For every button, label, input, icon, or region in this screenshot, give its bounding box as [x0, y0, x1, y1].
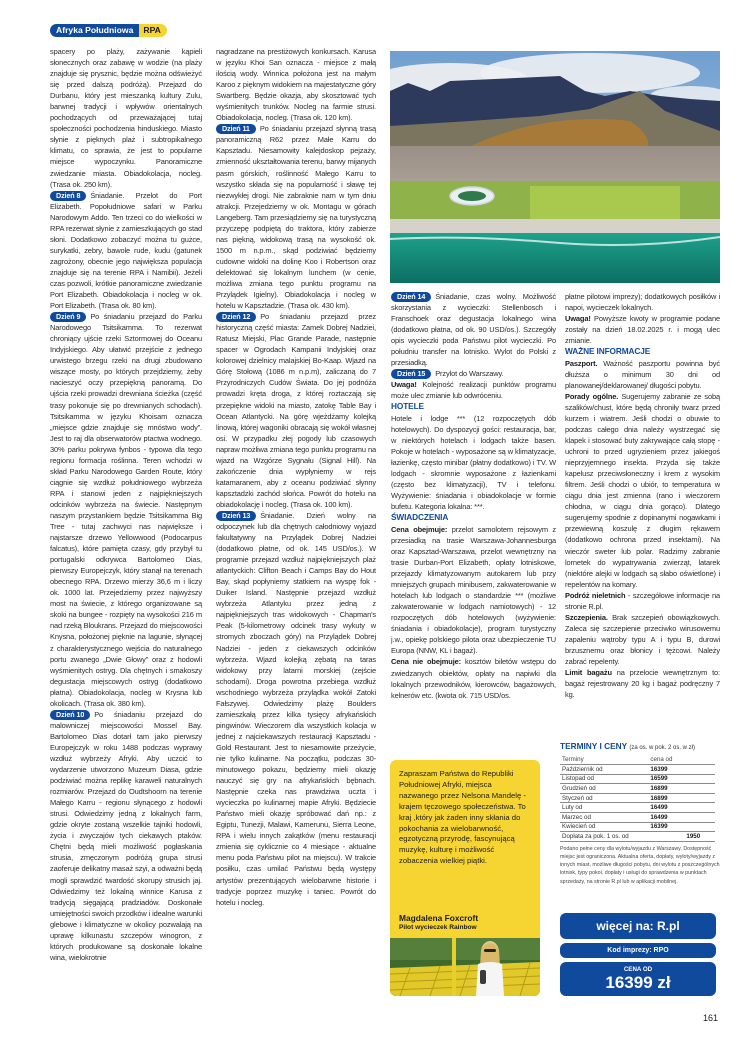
day-text: Po śniadaniu przejazd słynną trasą panoramiczną R62 przez Małe Karru do Kapsztadu. Niesamowity kalejdoskop pejzaży, zmienność ukształtowania terenu, barwy mijanych pasm górskich, roślinność Małego Karru to wszystko składa się na popularność i sławę tej niezwykłej drogi. Nie zabraknie nam w tym dniu atrakcji. Przejedziemy w ok. Montagu w górach Langeberg. Tam przesiądziemy się na turystyczną przyczepę podpiętą do traktora, który zabierze nas piękną, widokową trasą na wysokość ok. 1500 m n.p.m., skąd podziwiać będziemy cudowne widoki na dolinę Koo i Robertson oraz delektować się lokalnym lunchem (w cenie, możliwa zmiana tego punktu programu na Przylądek Igielny). Obiadokolacja i nocleg w hotelu w Kapsztadzie. (Trasa ok. 430 km). — [216, 124, 376, 311]
info-label: Podróż nieletnich — [565, 590, 626, 600]
destination-tag — [50, 24, 167, 37]
itinerary-column-1 — [50, 46, 202, 963]
day-badge: Dzień 11 — [216, 124, 256, 134]
info-minors — [565, 590, 720, 612]
day-badge: Dzień 12 — [216, 312, 256, 322]
single-supplement-value: 1950 — [648, 832, 715, 842]
day-13 — [216, 510, 376, 908]
quote-text: Zapraszam Państwa do Republiki Południowej Afryki, miejsca nazwanego przez Nelsona Mandelę - krajem tęczowego społeczeństwa. To kraj ,który jak żaden inny skłania do pokochania za wielobarwność, egzotyczną przyrodę, fascynującą muzykę, kulturę i możliwość zobaczenia wielkiej piątki. — [399, 769, 526, 866]
term-cell: Luty od — [560, 803, 648, 813]
hotels-heading: HOTELE — [391, 401, 424, 412]
prices-title-text: TERMINY I CENY — [560, 741, 628, 751]
more-info-link[interactable]: więcej na: R.pl — [560, 913, 716, 939]
single-supplement-row — [560, 832, 715, 842]
warning-text: Kolejność realizacji punktów programu może ulec zmianie lub odwróceniu. — [391, 380, 556, 401]
day-badge: Dzień 13 — [216, 511, 256, 521]
price-includes — [391, 524, 556, 657]
price-excludes — [391, 656, 556, 700]
table-row — [560, 803, 715, 813]
hotels-text: Hotele i lodge *** (12 rozpoczętych dób hotelowych). Do dyspozycji gości: restauracja, bar, w niektórych hotelach i lodgach także basen. Pokoje w hotelach - wyposażone są w klimatyzacje, łazienkę, często minibar (płatny dodatkowo) i TV. W lodgach - skromnie wyposażone z łazienkami (często bez klimatyzacji), TV i telefonu. Wyżywienie: śniadania i obiadokolacje w formie bufetu. Kategoria lokalna: ***. — [391, 413, 556, 512]
day-badge: Dzień 8 — [50, 191, 86, 201]
day-badge: Dzień 9 — [50, 312, 86, 322]
country-code: RPA — [139, 24, 167, 37]
excludes-text: kosztów biletów wstępu do zwiedzanych obiektów, opłaty na napiwki dla lokalnych przewodników, kierowców, bagażowych, kelnerów etc. (kwota ok. 715 USD/os. — [391, 657, 557, 700]
includes-text: przelot samolotem rejsowym z przesiadką na trasie Warszawa-Johannesburga oraz Kapsztad-Warszawa, przelot wewnętrzny na trasie Durban-Port Elizabeth, opłaty lotniskowe, przejazdy klimatyzowanym autokarem lub przy mniejszych grupach minibusem, zakwaterowanie w hotelach lub lodgach o standardzie *** (możliwe zakwaterowanie w lodgach namiotowych) - 12 rozpoczętych dób hotelowych (wyżywienie: śniadania i obiadokolacje), program turystyczny j.w., opiekę polskiego pilota oraz ubezpieczenie TU Europa (NNW, KL i bagaż). — [391, 524, 556, 656]
price-cell: 16899 — [648, 784, 715, 794]
excludes-label: Cena nie obejmuje: — [391, 657, 462, 667]
table-row — [560, 765, 715, 775]
term-cell: Październik od — [560, 765, 648, 775]
guide-quote-box — [390, 760, 540, 996]
itinerary-column-2 — [216, 46, 376, 908]
dates-and-prices — [560, 741, 726, 886]
info-text: Sugerujemy zabranie ze sobą szalików/chust, które będą chroniły twarz przed kurzem i wiatrem. Jeśli chodzi o obuwie to podczas całego dnia należy wystrzegać się klapek i stosować buty zakrywające całą stopę - uchroni to przed ugryzieniem przez jakiegoś nieprzyjemnego insekta. Przyda się także kapelusz przeciwsłoneczny i krem z wysokim filtrem. Jeśli chodzi o ubiór, to temperatura w ciągu dnia jest zmienna (rano i wieczorem chłodna, w ciągu dnia gorąco). Dlatego sugerujemy spodnie z dopinanymi nogawkami i przewiewną koszulę z długim rękawem (dodatkowo ochrona przed insektami). Na wieczór sweter lub polar. Radzimy zabranie lornetek do wypatrywania zwierząt, latarek (niektóre alejki w lodgach są słabo oświetlone) i repelentów na komary. — [565, 391, 720, 589]
day-badge: Dzień 10 — [50, 710, 90, 720]
price-cell: 16499 — [648, 803, 715, 813]
info-text: - szczegółowe informacje na stronie R.pl. — [565, 590, 720, 611]
price-from-value: 16399 zł — [605, 973, 671, 992]
price-cell: 16399 — [648, 822, 715, 832]
info-heading: WAŻNE INFORMACJE — [565, 346, 651, 357]
day-text: Przylot do Warszawy. — [435, 369, 504, 379]
day-text: Po śniadaniu przejazd do Parku Narodowego Tsitsikamma. To rezerwat chroniący ujście rzeki Sztormowej do Oceanu Indyjskiego. Aby ułatwić przejście z jednego urwistego brzegu rzeki na drugi zbudowano wiszące mosty, po których przejdziemy, żeby nacieszyć oczy przepiękną panoramą. Do ujścia rzeki prowadzi drewniana ścieżka (część trasy pokonuje się po drewnianych schodach). Tsitsikamma w języku Khoisam oznacza „miejsce gdzie znajduje się mnóstwo wody”. Jest to raj dla obserwatorów ptactwa wodnego. 30% parku pokrywa fynbos - typowa dla tego regionu formacja roślinna. Teren wchodzi w skład Parku Narodowego Garden Route, który ciągnie się wzdłuż południowego wybrzeża RPA i stanowi jeden z najpiękniejszych odcinków wybrzeża na świecie. Następnym naszym przystankiem będzie Tsitsikamma Big Tree - tutaj zachwyci nas największe i najstarsze drzewo Yellowwood (Podocarpus falcatus), które pamięta czasy, gdy przybył tu portugalski odkrywca Bartolomeo Dias, pierwszy Europejczyk, który stanął na terenach obecnego RPA. Drzewo mierzy 36,6 m i liczy ok. 1000 lat. Przejedziemy przez najwyższy most na świecie, z którego organizowane są skoki na bungee - rozpięty na wysokości 216 m nad rzeką Bloukrans. Przejazd do miejscowości Knysna, położonej pięknie na lagunie, słynącej z charakterystycznego wejścia do naturalnego portu zwanego „Dwie Głowy” oraz z hodowli wyśmienitych ostryg. Dla chętnych i smakoszy degustacja miejscowych ostryg (dodatkowo płatna). Obiadokolacja, nocleg w Krysna lub okolicach. (Trasa ok. 380 km). — [50, 312, 202, 708]
day-8 — [50, 190, 202, 312]
price-excludes-continued: płatne pilotowi imprezy); dodatkowych posiłków i napoi, wycieczek lokalnych. — [565, 292, 720, 313]
day-badge: Dzień 14 — [391, 292, 431, 302]
info-vaccinations — [565, 612, 720, 667]
price-cell: 16399 — [648, 765, 715, 775]
note-label: Uwaga! — [565, 314, 591, 324]
info-column-4 — [565, 291, 720, 700]
term-cell: Listopad od — [560, 774, 648, 784]
day-10 — [50, 709, 202, 963]
price-from-label: CENA OD — [623, 966, 653, 973]
term-cell: Kwiecień od — [560, 822, 648, 832]
day-text: Po śniadaniu przejazd do malowniczej miejscowości Mossel Bay. Bartolomeo Dias dotarł tam jako pierwszy Europejczyk w roku 1488 podczas wyprawy wzdłuż wybrzeży Afryki. Aby uczcić to wydarzenie utworzono Muzeum Diasa, gdzie podziwiać można replikę karaweli naturalnych rozmiarów. Przejazd do Oudtshoorn na terenie Małego Karru - regionu słynącego z hodowli strusi. Odwiedzimy jedną z lokalnych farm, gdzie okryte zostaną wszelkie tajniki hodowli, życia i zwyczajów tych ciekawych ptaków. Chętni będą mieli możliwość pogłaskania strusia, zmęczonym podróżą grupa strusi zaoferuje delikatny masaż szyi, a odważni będą mogli sprawdzić twardość skorupy strusich jaj. Odwiedzimy też lokalną winnice Karusa z tradycją sięgającą pradziadów. Doskonałe umiejętności swoich przodków i idealne warunki glebowe i klimatyczne w okolicy pozwalają na uprawę kilkunastu szczepów winogron, z których produkowane są doskonałe lokalne wina, wielokrotnie — [50, 709, 202, 962]
day-15 — [391, 368, 556, 379]
quote-author-role: Pilot wycieczek Rainbow — [399, 924, 477, 931]
program-warning — [391, 379, 556, 401]
info-label: Limit bagażu — [565, 668, 612, 678]
info-text: na przelocie wewnętrznym to: bagaż rejestrowany 20 kg i bagaż podręczny 7 kg. — [565, 668, 720, 700]
info-label: Paszport. — [565, 358, 598, 368]
day-text: Śniadanie. Przelot do Port Elizabeth. Popołudniowe safari w Parku Narodowym Addo. Ten trzeci co do wielkości w RPA rezerwat słynie z zamieszkujących go stad słoni. Dodatkowo zobaczyć można tu gużce, surykatki, zebry, bawole rude, kudu (gatunek zagrożony, obecnie jego największa populacja znajduje się na terenie RPA i Namibii). Jeżeli czas pozwoli, krótkie panoramiczne zwiedzanie Port Elizabeth. Obiadokolacja i nocleg w ok. Port Elizabeth. (Trasa ok. 80 km). — [50, 190, 202, 311]
page-number: 161 — [703, 1013, 719, 1023]
price-cell: 16499 — [648, 813, 715, 823]
term-cell: Grudzień od — [560, 784, 648, 794]
country-label: Afryka Południowa — [50, 24, 139, 37]
info-label: Porady ogólne. — [565, 391, 619, 401]
prices-note: Podano pełne ceny dla wylotu/wyjazdu z Warszawy. Dostępność miejsc jest ograniczona. Aktualna oferta, dopłaty, wyloty/wyjazdy z innych miast, możliwe długości pobytu, dni wylotu z poszczególnych lotnisk, typy pokoi, dopłaty i usługi do sprawdzenia w punktach sprzedaży, na stronie R.pl lub w aplikacji mobilnej. — [560, 845, 720, 885]
day-text: Po śniadaniu przejazd przez historyczną część miasta: Zamek Dobrej Nadziei, Ratusz Miejski, Plac Grande Parade, następnie spacer w Ogrodach Kampanii Indyjskiej oraz kolorowej dzielnicy malajskiej Bo-Kaap. Wjazd na Górę Stołową (1086 m n.p.m), zaliczaną do 7 Przyrodniczych Cudów Świata. Do jej podnóża prowadzi kręta droga, z której roztaczają się przepiękne widoki na miasto, zatokę Table Bay i Ocean Atlantycki. Na górę wjeżdżamy kolejką linową, której wagoniki obracają się wokół własnej osi. W przypadku złej pogody lub czasowych napraw możliwa zmiana tego punktu programu na wjazd na Wzgórze Sygnału (Signal Hill). Na zakończenie dnia wypłyniemy w rejs katamaranem, aby z oceanu podziwiać słynny kapsztadzki zachód słońca. Powrót do hotelu na obiadokolację i nocleg. (Trasa ok. 100 km). — [216, 312, 376, 509]
col-term-header: Terminy — [560, 755, 648, 765]
day-text: Śniadanie, czas wolny. Możliwość skorzystania z wycieczki: Stellenbosch i Franschoek oraz degustacja lokalnego wina (dodatkowo płatna, od ok. 90 USD/os.). Szczegóły opis wycieczki poda Państwu pilot wycieczki. Po południu transfer na lotnisko. Wylot do Polski z przesiadką. — [391, 292, 556, 368]
info-baggage — [565, 667, 720, 700]
warning-label: Uwaga! — [391, 380, 417, 390]
price-cell: 16599 — [648, 774, 715, 784]
day-11 — [216, 123, 376, 311]
prices-header-row — [560, 755, 715, 765]
table-row — [560, 822, 715, 832]
info-text: Ważność paszportu powinna być dłuższa o minimum 30 dni od planowanej/deklarowanej/ długości pobytu. — [565, 358, 720, 390]
day-badge: Dzień 15 — [391, 369, 431, 379]
col-price-header: cena od — [648, 755, 715, 765]
day-text: Śniadanie. Dzień wolny na odpoczynek lub dla chętnych całodniowy wyjazd fakultatywny na Przylądek Dobrej Nadziei (dodatkowo płatne, od ok. 145 USD/os.). W programie przejazd wzdłuż najpiękniejszych plaż atlantyckich: Clifton Beach i Camps Bay do Hout Bay, skąd popłyniemy statkiem na wyspę fok - Duiker Island. Następnie przejazd wzdłuż wybrzeża Atlantyku przez jedną z najpiękniejszych tras widokowych - Chapman's Peak (5-kilometrowy odcinek trasy wykuty w stromych zboczach góry) na Przylądek Dobrej Nadziei - jeden z ciekawszych odcinków wybrzeża. Wjazd kolejką zębatą na taras widokowy przy latarni morskiej (zejście schodami). Droga powrotna przebiega wzdłuż wschodniego wybrzeża przylądka wokół Zatoki Fałszywej. Odwiedzimy plażę Boulders zamieszkałą przez kilka tysięcy afrykańskich pingwinów. Wieczorem dla wszystkich kolacja w jednej z najciekawszych restauracji Kapsztadu - Gold Restaurant. Jest to niesamowite przeżycie, nie tylko kulinarne. Na początku, podczas 30-minutowego pokazu, będziemy mieli okazję nauczyć się gry na afrykańskich bębnach. Następnie czeka nas prawdziwa uczta i wycieczka po kulinarnej mapie Afryki. Będziecie Państwo mieli okazję spróbować dań np.: z Egiptu, Tunezji, Malawi, Kamerunu, Sierra Leone, RPA i wielu innych zakątków (menu restauracji zmienia się cyklicznie co 4 miesiące - aktualne menu poda Państwu pilot na miejscu). W trakcie posiłku, czas umilać Państwu będą występy artystów prezentujących wielobarwne historie i tradycje poprzez muzykę i taniec. Powrót do hotelu i nocleg. — [216, 510, 376, 907]
table-row — [560, 793, 715, 803]
price-from-badge — [560, 962, 716, 996]
services-heading: ŚWIADCZENIA — [391, 512, 449, 523]
tour-code-badge: Kod imprezy: RPO — [560, 943, 716, 958]
prices-table — [560, 755, 715, 842]
day-9 — [50, 311, 202, 709]
guide-photo — [390, 938, 540, 996]
prices-title — [560, 741, 726, 754]
price-cell: 16899 — [648, 793, 715, 803]
quote-author: Magdalena Foxcroft — [399, 913, 479, 923]
services-note — [565, 313, 720, 346]
table-row — [560, 774, 715, 784]
info-general-advice — [565, 391, 720, 590]
term-cell: Styczeń od — [560, 793, 648, 803]
prices-subtitle: (za os. w pok. 2 os. w zł) — [629, 745, 696, 751]
includes-label: Cena obejmuje: — [391, 524, 448, 534]
note-text: Powyższe kwoty w programie podane zostały na dzień 18.02.2025 r. i mogą ulec zmianie. — [565, 314, 720, 346]
cape-town-aerial-photo — [390, 51, 720, 283]
day-12 — [216, 311, 376, 510]
table-row — [560, 784, 715, 794]
info-text: Brak szczepień obowiązkowych. Zaleca się szczepienie przeciwko wirusowemu zapaleniu wątroby typu A i typu B, durowi brzusznemu oraz błonicy i tężcowi. Należy zabrać repelenty. — [565, 612, 720, 666]
info-column-3 — [391, 291, 556, 701]
single-supplement-label: Dopłata za pok. 1 os. od — [560, 832, 648, 842]
day-14 — [391, 291, 556, 368]
day-10-continued: nagradzane na prestiżowych konkursach. Karusa w języku Khoi San oznacza - miejsce z małą ilością wody. Winnica położona jest na małym Karoo z pięknym widokiem na majestatyczne góry Swartberg. Będzie okazja, aby skosztować tych wyśmienitych trunków. Nocleg na farmie strusi. Obiadokolacja, nocleg. (Trasa ok. 120 km). — [216, 47, 376, 123]
info-passport — [565, 358, 720, 391]
info-label: Szczepienia. — [565, 612, 608, 622]
table-row — [560, 813, 715, 823]
intro-paragraph: spacery po plaży, zażywanie kąpieli słonecznych oraz zabawę w wodzie (na plaży znajduje się prysznic, będzie można odświeżyć się przed dalszą podróżą). Przejazd do Durbanu, który jest mieszanką kultury Zulu, barwnej tradycji i wpływów orientalnych pochodzących od przeważającej tutaj społeczności pochodzenia hinduskiego. Miasto słynie z pięknych plaż i subtropikalnego klimatu, co sprawia, że jest to popularne miejsce wypoczynku. Panoramiczne zwiedzanie miasta. Obiadokolacja, nocleg. (Trasa ok. 250 km). — [50, 47, 202, 189]
term-cell: Marzec od — [560, 813, 648, 823]
